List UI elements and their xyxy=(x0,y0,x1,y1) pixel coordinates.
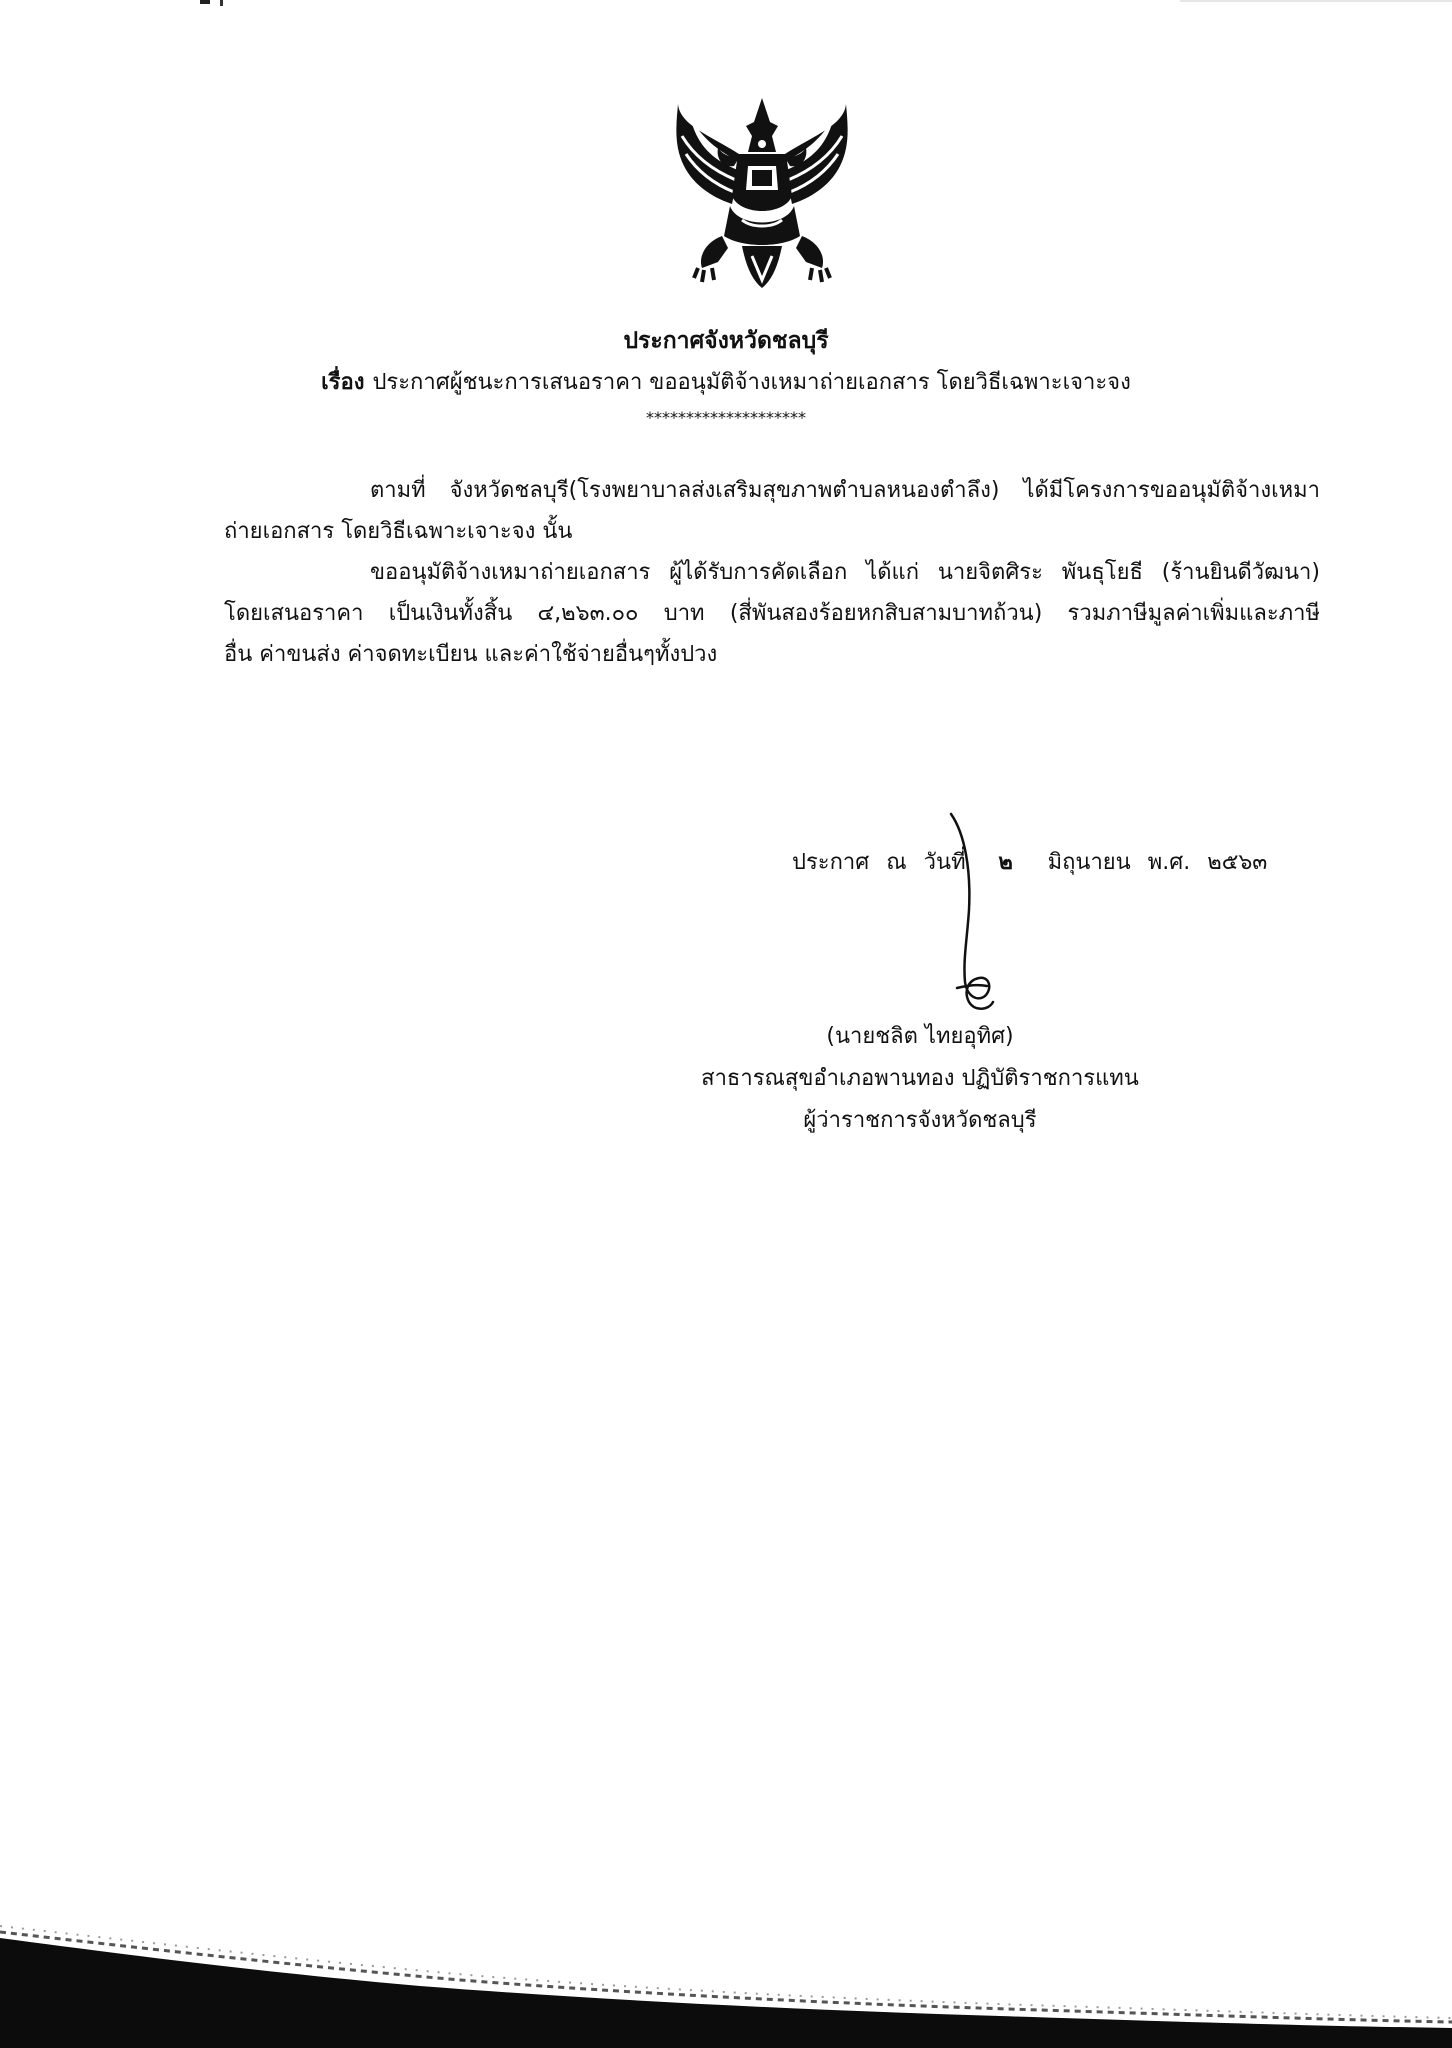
era-label: พ.ศ. xyxy=(1147,850,1191,875)
month-value: มิถุนายน xyxy=(1047,850,1131,875)
document-title: ประกาศจังหวัดชลบุรี xyxy=(623,328,829,354)
paragraph-2-line-1: ขออนุมัติจ้างเหมาถ่ายเอกสาร ผู้ได้รับการคัดเลือก ได้แก่ นายจิตศิระ พันธุโยธี (ร้านยินดีวัฒนา) xyxy=(370,560,1320,585)
subject-text: ประกาศผู้ชนะการเสนอราคา ขออนุมัติจ้างเหมาถ่ายเอกสาร โดยวิธีเฉพาะเจาะจง xyxy=(372,370,1131,395)
paragraph-1-line-1: ตามที่ จังหวัดชลบุรี(โรงพยาบาลส่งเสริมสุขภาพตำบลหนองตำลึง) ได้มีโครงการขออนุมัติจ้างเหมา xyxy=(370,478,1320,503)
day-label: วันที่ xyxy=(923,850,966,875)
signer-position: สาธารณสุขอำเภอพานทอง ปฏิบัติราชการแทน xyxy=(701,1066,1139,1091)
separator-stars: ******************** xyxy=(646,408,806,427)
scan-edge-top xyxy=(0,0,1452,14)
signer-office: ผู้ว่าราชการจังหวัดชลบุรี xyxy=(803,1108,1037,1133)
announcement-date xyxy=(792,848,1277,878)
scan-edge-bottom xyxy=(0,1868,1452,2048)
handwritten-signature xyxy=(935,810,1015,1030)
body-text xyxy=(224,470,1320,675)
day-value: ๒ xyxy=(998,850,1013,875)
garuda-emblem-icon xyxy=(672,96,852,291)
paragraph-2-line-2: โดยเสนอราคา เป็นเงินทั้งสิ้น ๔,๒๖๓.๐๐ บาท (สี่พันสองร้อยหกสิบสามบาทถ้วน) รวมภาษีมูลค่าเพิ่มและภาษี xyxy=(224,601,1320,626)
paragraph-1-line-2: ถ่ายเอกสาร โดยวิธีเฉพาะเจาะจง นั้น xyxy=(224,519,573,544)
at-label: ณ xyxy=(886,850,907,875)
subject-label: เรื่อง xyxy=(321,370,365,395)
announce-label: ประกาศ xyxy=(792,850,870,875)
signer-name: (นายชลิต ไทยอุทิศ) xyxy=(826,1024,1014,1049)
signer-block xyxy=(660,1016,1180,1142)
paragraph-2-line-3: อื่น ค่าขนส่ง ค่าจดทะเบียน และค่าใช้จ่ายอื่นๆทั้งปวง xyxy=(224,642,718,667)
year-value: ๒๕๖๓ xyxy=(1207,850,1268,875)
subject-line xyxy=(0,368,1452,398)
